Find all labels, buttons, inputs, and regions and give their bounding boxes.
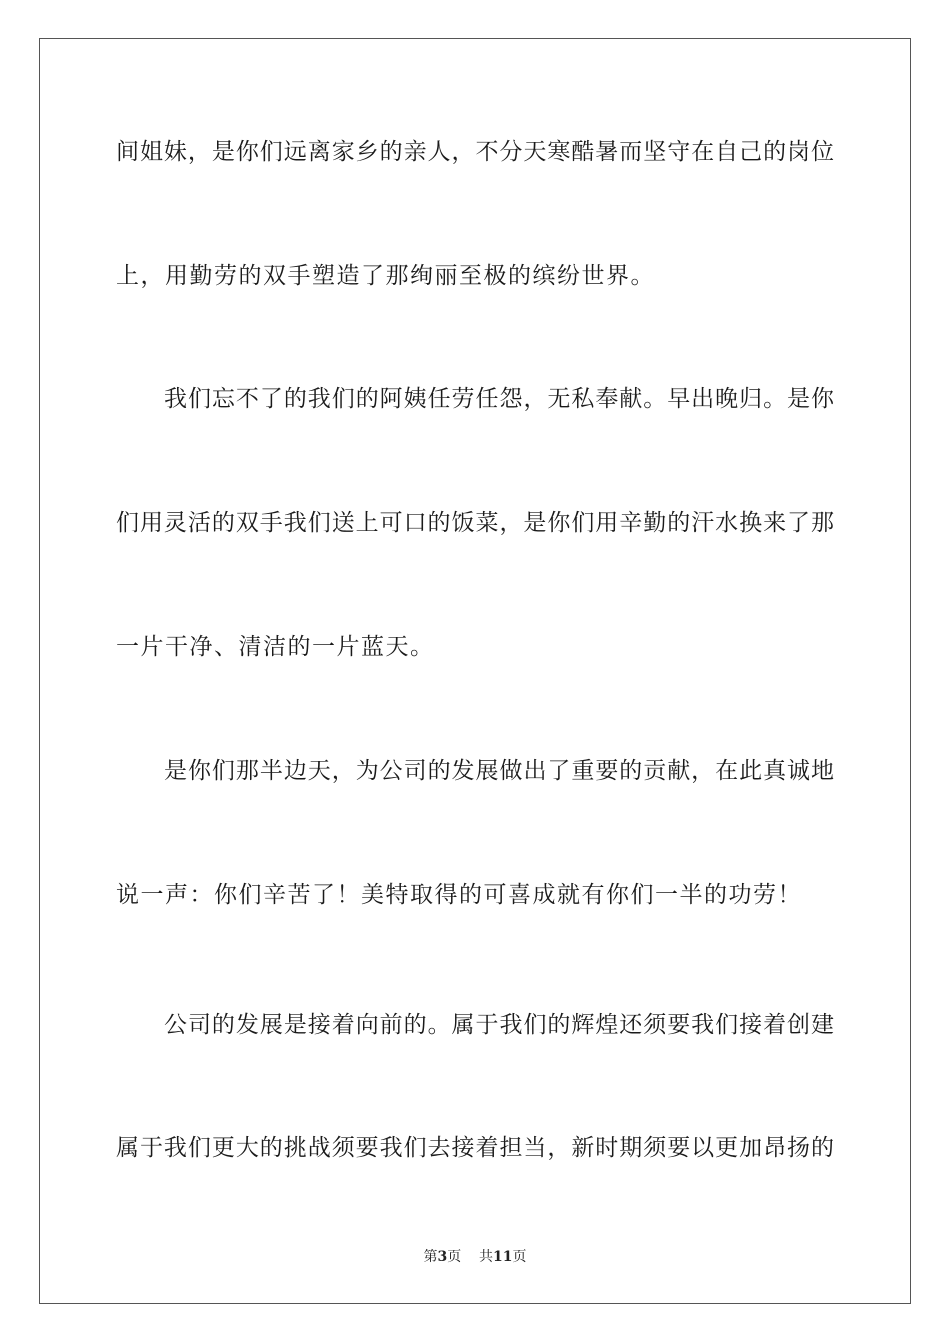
page-frame <box>39 38 911 1304</box>
page-suffix: 页 <box>447 1249 462 1265</box>
text-line: 间姐妹，是你们远离家乡的亲人，不分天寒酷暑而坚守在自己的岗位 <box>116 139 834 165</box>
text-line: 说一声：你们辛苦了！美特取得的可喜成就有你们一半的功劳！ <box>116 882 802 908</box>
text-line: 我们忘不了的我们的阿姨任劳任怨，无私奉献。早出晚归。是你 <box>164 386 834 412</box>
page-number: 3 <box>437 1249 448 1265</box>
text-line: 一片干净、清洁的一片蓝天。 <box>116 634 435 660</box>
page-prefix: 第 <box>423 1249 438 1265</box>
text-line: 是你们那半边天，为公司的发展做出了重要的贡献，在此真诚地 <box>164 758 834 784</box>
total-pages: 11 <box>493 1249 513 1265</box>
text-line: 属于我们更大的挑战须要我们去接着担当，新时期须要以更加昂扬的 <box>116 1135 834 1161</box>
text-line: 们用灵活的双手我们送上可口的饭菜，是你们用辛勤的汗水换来了那 <box>116 510 834 536</box>
text-line: 上，用勤劳的双手塑造了那绚丽至极的缤纷世界。 <box>116 263 655 289</box>
page-footer <box>0 1248 950 1266</box>
total-prefix: 共 <box>479 1249 494 1265</box>
total-suffix: 页 <box>512 1249 527 1265</box>
text-line: 公司的发展是接着向前的。属于我们的辉煌还须要我们接着创建 <box>164 1012 834 1038</box>
